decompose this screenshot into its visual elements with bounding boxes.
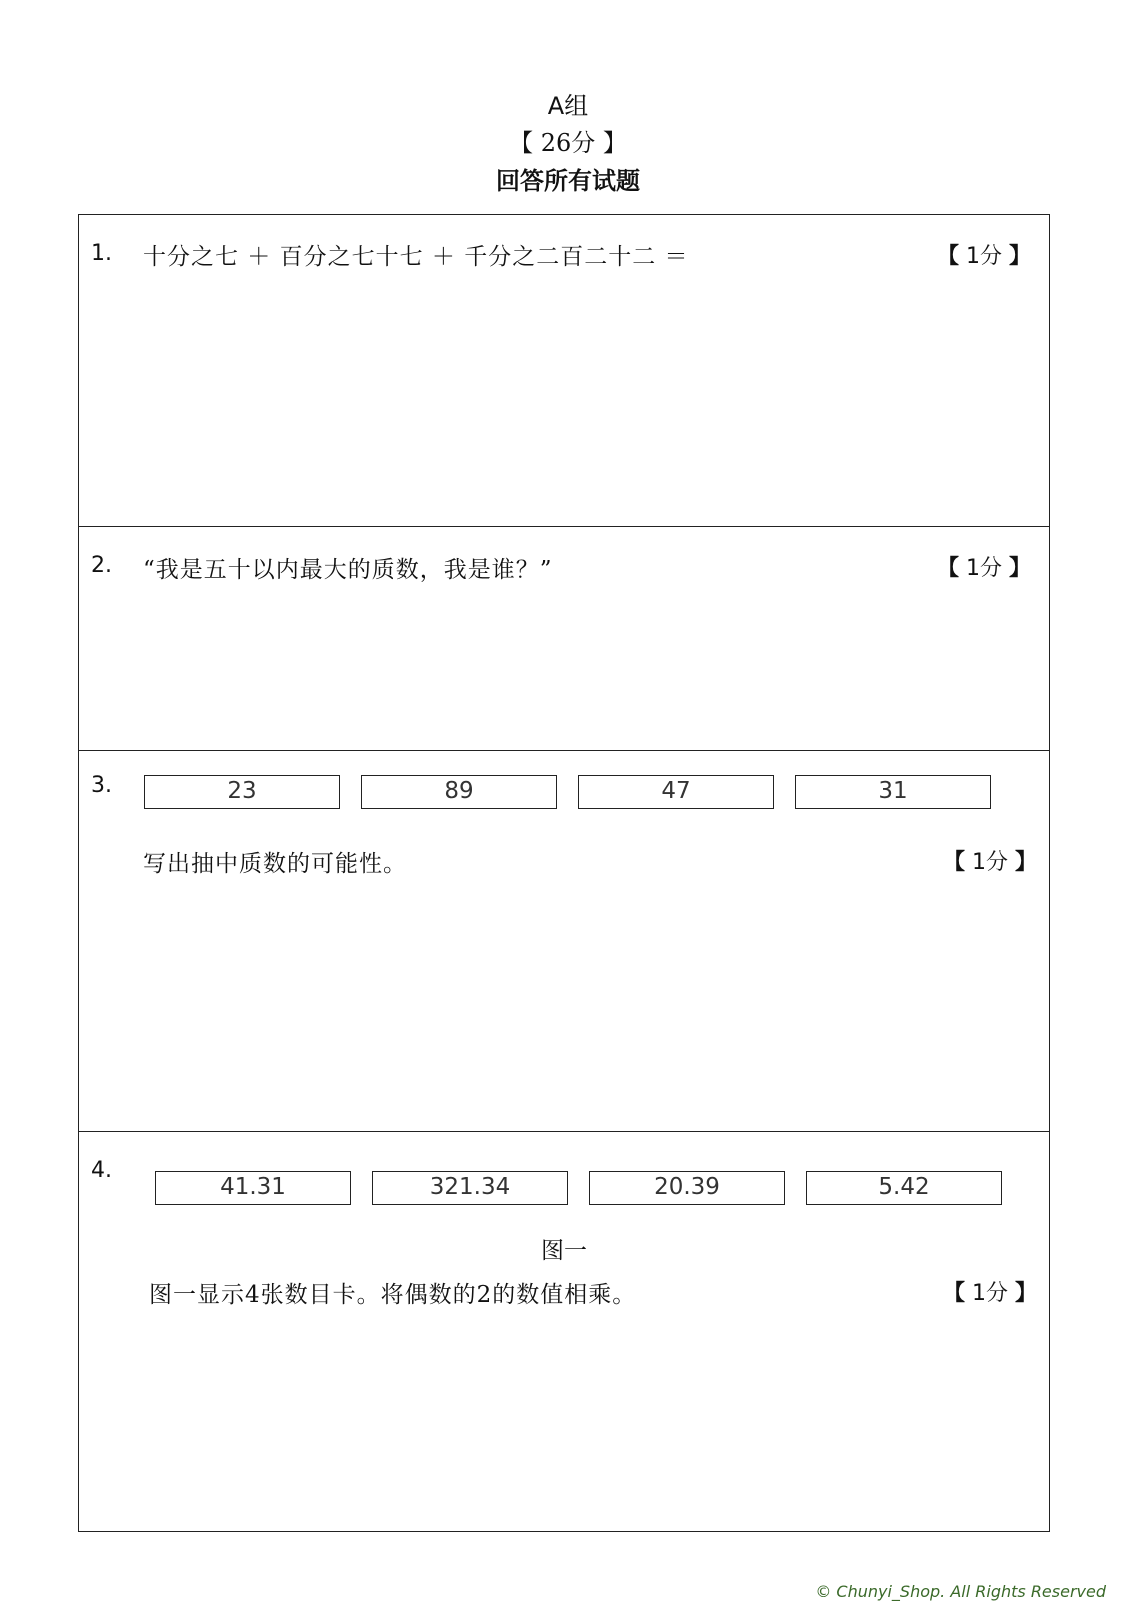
question-text: “我是五十以内最大的质数，我是谁？”: [143, 557, 553, 583]
question-text: 十分之七 ＋ 百分之七十七 ＋ 千分之二百二十二 ＝: [143, 244, 689, 270]
question-number: 3.: [91, 773, 112, 798]
number-card: 20.39: [589, 1171, 785, 1205]
marks-bracket-close: 】: [1014, 849, 1037, 875]
number-card: 321.34: [372, 1171, 568, 1205]
number-card: 5.42: [806, 1171, 1002, 1205]
question-number: 4.: [91, 1158, 112, 1183]
marks-bracket-open: 【: [936, 243, 959, 269]
question-number: 1.: [91, 241, 112, 266]
number-card: 41.31: [155, 1171, 351, 1205]
number-card: 31: [795, 775, 991, 809]
marks-value: 1分: [971, 1281, 1008, 1306]
marks-label: [937, 551, 1031, 582]
question-sheet: [78, 214, 1050, 1532]
marks-value: 1分: [965, 556, 1002, 581]
question-text: 写出抽中质数的可能性。: [143, 851, 407, 877]
marks-value: 1分: [971, 850, 1008, 875]
question-3: [79, 750, 1049, 1131]
marks-value: 1分: [965, 244, 1002, 269]
marks-bracket-open: 【: [936, 555, 959, 581]
question-1: [79, 215, 1049, 526]
question-4: [79, 1131, 1049, 1533]
number-card: 89: [361, 775, 557, 809]
number-cards: [144, 775, 991, 809]
marks-bracket-close: 】: [1008, 555, 1031, 581]
marks-label: [937, 239, 1031, 270]
question-2: [79, 526, 1049, 750]
total-marks: 【 26分 】: [509, 129, 627, 157]
section-header: [0, 88, 1136, 199]
marks-label: [943, 1276, 1037, 1307]
marks-bracket-open: 【: [942, 849, 965, 875]
marks-bracket-open: 【: [942, 1280, 965, 1306]
marks-label: [943, 845, 1037, 876]
copyright-notice: © Chunyi_Shop. All Rights Reserved: [815, 1582, 1106, 1601]
number-card: 23: [144, 775, 340, 809]
number-cards: [155, 1171, 1002, 1205]
figure-caption: 图一: [541, 1238, 587, 1264]
instruction: 回答所有试题: [496, 166, 640, 195]
question-number: 2.: [91, 553, 112, 578]
question-text: 图一显示4张数目卡。将偶数的2的数值相乘。: [149, 1282, 637, 1308]
number-card: 47: [578, 775, 774, 809]
marks-bracket-close: 】: [1014, 1280, 1037, 1306]
marks-bracket-close: 】: [1008, 243, 1031, 269]
section-title: A组: [547, 92, 589, 120]
